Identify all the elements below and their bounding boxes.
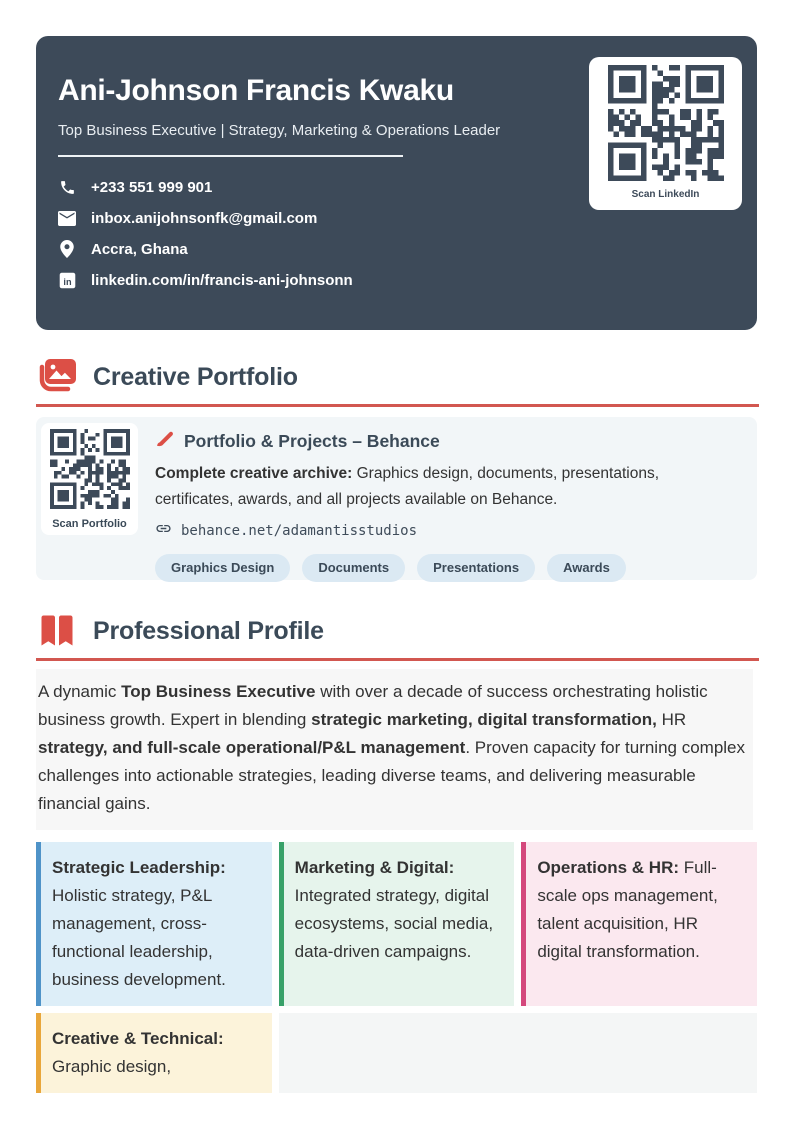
portfolio-description [155,461,733,513]
professional-profile-section [36,610,759,1093]
link-icon [155,520,172,541]
behance-link-row[interactable] [155,520,733,541]
header-divider [58,155,403,157]
skill-operations-hr [521,842,757,1006]
summary-run-bold: Top Business Executive [121,682,316,701]
linkedin-qr-label: Scan LinkedIn [631,189,700,200]
skill-marketing-digital [279,842,515,1006]
portfolio-tags [155,554,733,582]
professional-profile-header [36,610,759,661]
portfolio-card [36,417,757,580]
summary-run-bold: strategy, and full-scale operational/P&L management [38,738,466,757]
photos-icon [36,356,78,398]
skill-strategic-leadership [36,842,272,1006]
email-address: inbox.anijohnsonfk@gmail.com [91,209,318,227]
skill-title: Strategic Leadership: [52,858,226,877]
summary-run: A dynamic [38,682,122,701]
skills-grid [36,842,757,1093]
contact-location [58,240,733,258]
location-text: Accra, Ghana [91,240,188,258]
creative-portfolio-title: Creative Portfolio [93,362,298,391]
envelope-icon [58,209,76,227]
empty-grid-cell [279,1013,757,1093]
phone-number: +233 551 999 901 [91,178,213,196]
linkedin-url: linkedin.com/in/francis-ani-johnsonn [91,271,353,289]
profile-summary [36,669,753,830]
header-card [36,36,757,330]
skill-text: Integrated strategy, digital ecosystems, social media, data-driven campaigns. [294,886,494,961]
summary-run-bold: strategic marketing, digital transformation, [311,710,657,729]
portfolio-description-rest: Graphics design, documents, presentations, certificates, awards, and all projects available on Behance. [155,465,660,508]
paintbrush-icon [155,429,174,453]
open-book-icon [36,610,78,652]
skill-creative-technical [36,1013,272,1093]
portfolio-qr-code [50,429,130,509]
professional-profile-title: Professional Profile [93,616,324,645]
skill-text: Holistic strategy, P&L management, cross-functional leadership, business development. [52,886,226,989]
summary-run: . Proven capacity for turning complex challenges into actionable strategies, leading diverse teams, and delivering measurable financial gains. [38,738,746,813]
person-name: Ani-Johnson Francis Kwaku [58,74,454,107]
svg-text:in: in [62,276,72,287]
tag-graphics-design: Graphics Design [155,554,290,582]
behance-url[interactable]: behance.net/adamantisstudios [181,522,418,539]
creative-portfolio-section [36,356,759,580]
map-pin-icon [58,240,76,258]
skill-title: Marketing & Digital: [294,858,455,877]
portfolio-heading: Portfolio & Projects – Behance [184,430,440,451]
skill-text: Graphic design, [52,1057,172,1076]
portfolio-qr-card [41,423,138,535]
linkedin-qr-card [589,57,742,210]
summary-run: HR [656,710,687,729]
contact-email[interactable] [58,209,733,227]
tag-awards: Awards [547,554,626,582]
phone-icon [58,178,76,196]
portfolio-heading-row [155,429,733,453]
portfolio-card-body [155,423,733,575]
skill-text: Full-scale ops management, talent acquisition, HR digital transformation. [537,858,718,961]
contact-linkedin[interactable] [58,271,733,289]
portfolio-qr-label: Scan Portfolio [52,518,127,530]
portfolio-description-lead: Complete creative archive: [155,465,353,482]
tag-documents: Documents [302,554,405,582]
headline: Top Business Executive | Strategy, Marketing & Operations Leader [58,122,501,139]
linkedin-icon [58,271,76,289]
summary-run: with over a decade of success orchestrating holistic business growth. Expert in blending [38,682,708,729]
creative-portfolio-header [36,356,759,407]
linkedin-qr-code [608,65,724,181]
tag-presentations: Presentations [417,554,535,582]
skill-title: Operations & HR: [537,858,680,877]
skill-title: Creative & Technical: [52,1029,224,1048]
